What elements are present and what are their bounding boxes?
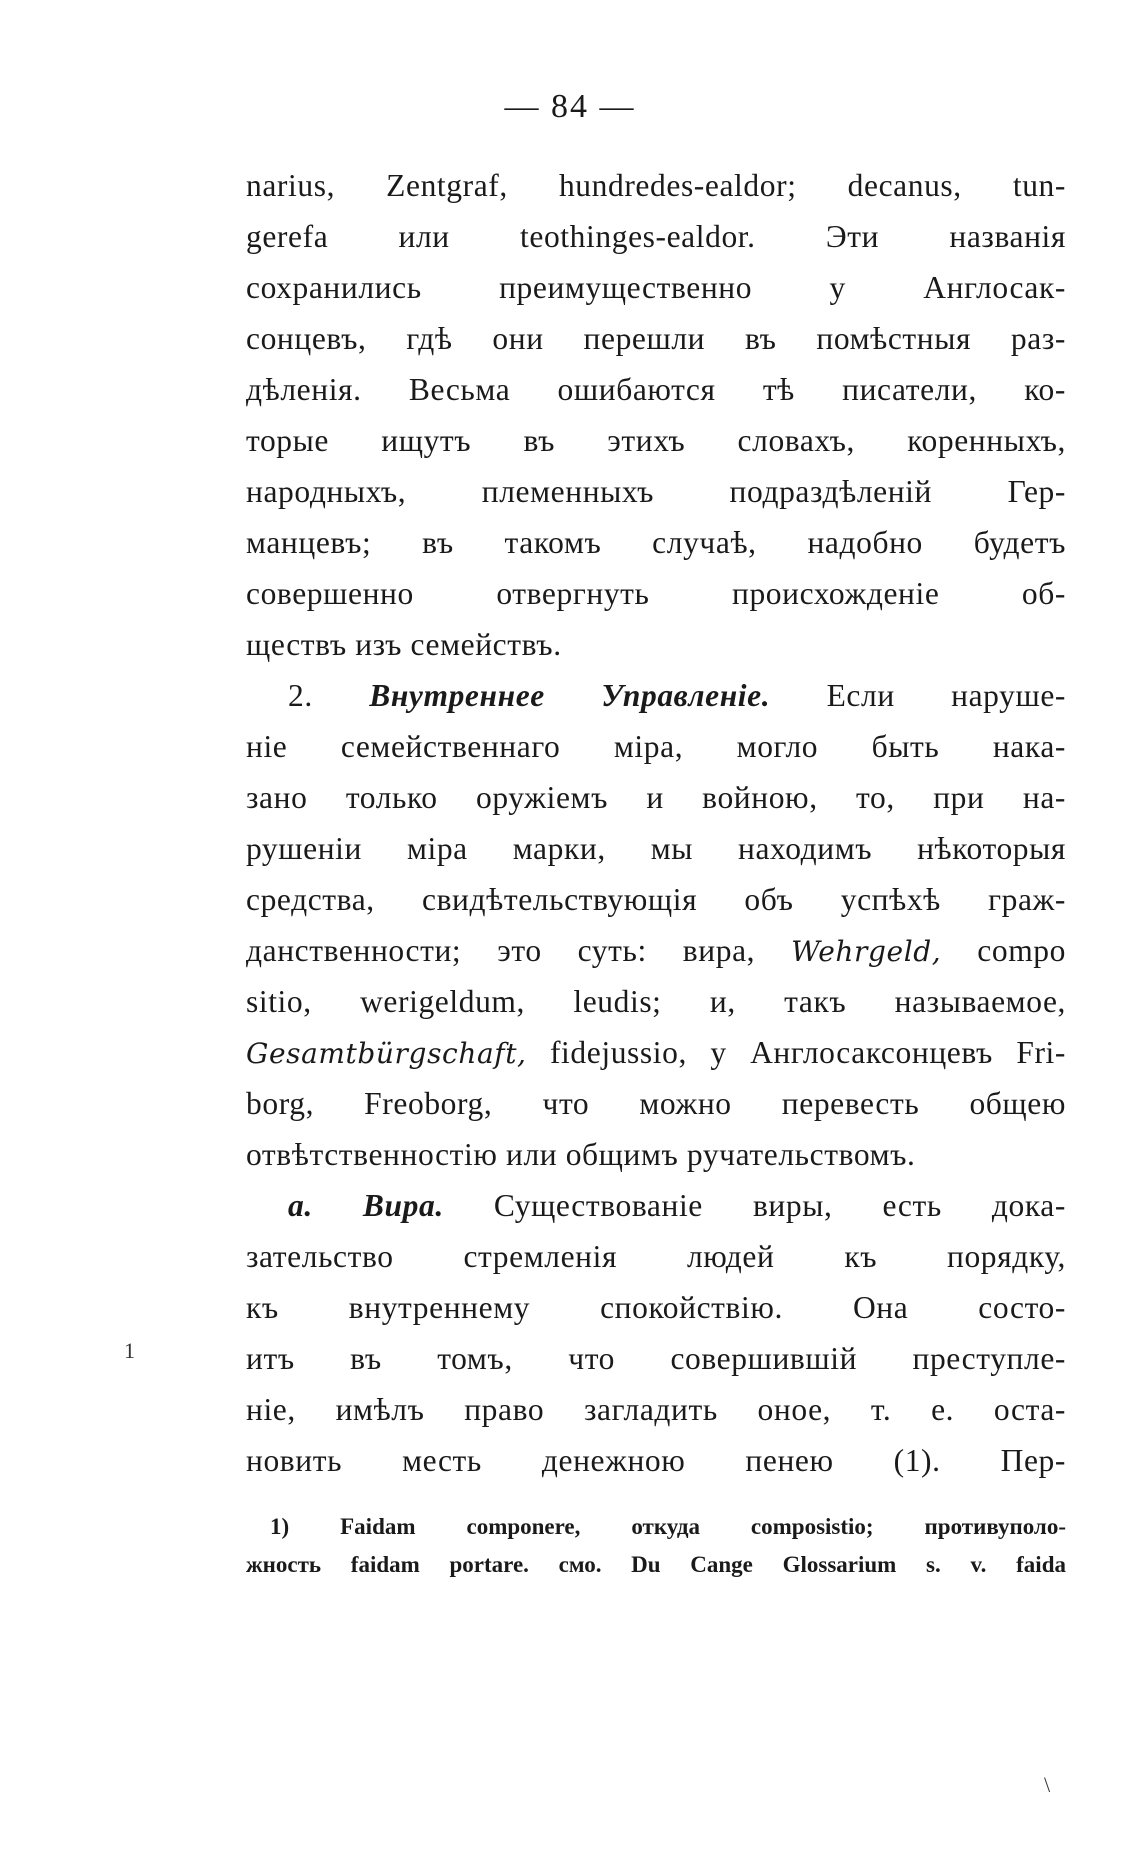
section-a-number: a. — [288, 1188, 313, 1223]
section-a-line-2: къ внутреннему спокойствію. Она состо- — [246, 1290, 1066, 1325]
text-line-8: манцевъ; въ такомъ случаѣ, надобно будетъ — [246, 525, 1066, 560]
section-2-line-1: ніе семейственнаго міра, могло быть нака- — [246, 729, 1066, 764]
section-2-line-last: отвѣтственностію или общимъ ручательствомъ. — [246, 1137, 916, 1172]
section-2-line-gesamt — [246, 1027, 1066, 1078]
text-line-7: народныхъ, племенныхъ подраздѣленій Гер- — [246, 474, 1066, 509]
section-2-line-3: рушеніи міра марки, мы находимъ нѣкоторыя — [246, 831, 1066, 866]
section-2-first-line — [246, 670, 1066, 721]
body-text — [246, 160, 1066, 1486]
gesamt-term: Gesamtbürgschaft, — [246, 1037, 527, 1070]
footnotes — [246, 1508, 1066, 1584]
section-a-heading: Вира. — [362, 1188, 444, 1223]
wehrgeld-post: compo — [977, 933, 1066, 968]
text-line-2: gerefa или teothinges-ealdor. Эти названія — [246, 219, 1066, 254]
margin-mark-left: 1 — [124, 1338, 135, 1363]
section-2-heading: Внутреннее Управленіе. — [369, 678, 771, 713]
text-line-6: торые ищутъ въ этихъ словахъ, коренныхъ, — [246, 423, 1066, 458]
wehrgeld-term: Wehrgeld, — [791, 935, 942, 968]
section-2-number: 2. — [288, 678, 313, 713]
gesamt-post: fidejussio, у Англосаксонцевъ Fri- — [549, 1035, 1066, 1070]
text-line-4: сонцевъ, гдѣ они перешли въ помѣстныя раз- — [246, 321, 1066, 356]
text-line-9: совершенно отвергнуть происхожденіе об- — [246, 576, 1066, 611]
section-2-line-2: зано только оружіемъ и войною, то, при на- — [246, 780, 1066, 815]
section-a-line-4: ніе, имѣлъ право загладить оное, т. е. оста- — [246, 1392, 1066, 1427]
section-2-line-wehrgeld — [246, 925, 1066, 976]
section-a-line-3: итъ въ томъ, что совершившій преступле- — [246, 1341, 1066, 1376]
text-line-5: дѣленія. Весьма ошибаются тѣ писатели, ко- — [246, 372, 1066, 407]
wehrgeld-pre: данственности; это суть: вира, — [246, 933, 756, 968]
margin-mark-bottom: \ — [1044, 1772, 1051, 1797]
page-number: — 84 — — [504, 88, 636, 125]
section-a-first-rest: Существованіе виры, есть дока- — [493, 1188, 1066, 1223]
footnote-line-1: 1) Faidam componere, откуда composistio; противуполо- — [270, 1514, 1066, 1539]
section-2-line-sitio: sitio, werigeldum, leudis; и, такъ называемое, — [246, 984, 1066, 1019]
section-2-line-4: средства, свидѣтельствующія объ успѣхѣ граж- — [246, 882, 1066, 917]
section-2-first-rest: Если наруше- — [826, 678, 1066, 713]
text-line-1: narius, Zentgraf, hundredes-ealdor; decanus, tun- — [246, 168, 1066, 203]
section-a-first-line — [246, 1180, 1066, 1231]
section-a-line-1: зательство стремленія людей къ порядку, — [246, 1239, 1066, 1274]
section-2-line-borg: borg, Freoborg, что можно перевесть общею — [246, 1086, 1066, 1121]
section-a-line-5: новить месть денежною пенею (1). Пер- — [246, 1443, 1066, 1478]
text-line-3: сохранились преимущественно у Англосак- — [246, 270, 1066, 305]
text-line-10: ществъ изъ семействъ. — [246, 627, 562, 662]
footnote-line-2: жность faidam portare. смо. Du Cange Glossarium s. v. faida — [246, 1552, 1066, 1577]
